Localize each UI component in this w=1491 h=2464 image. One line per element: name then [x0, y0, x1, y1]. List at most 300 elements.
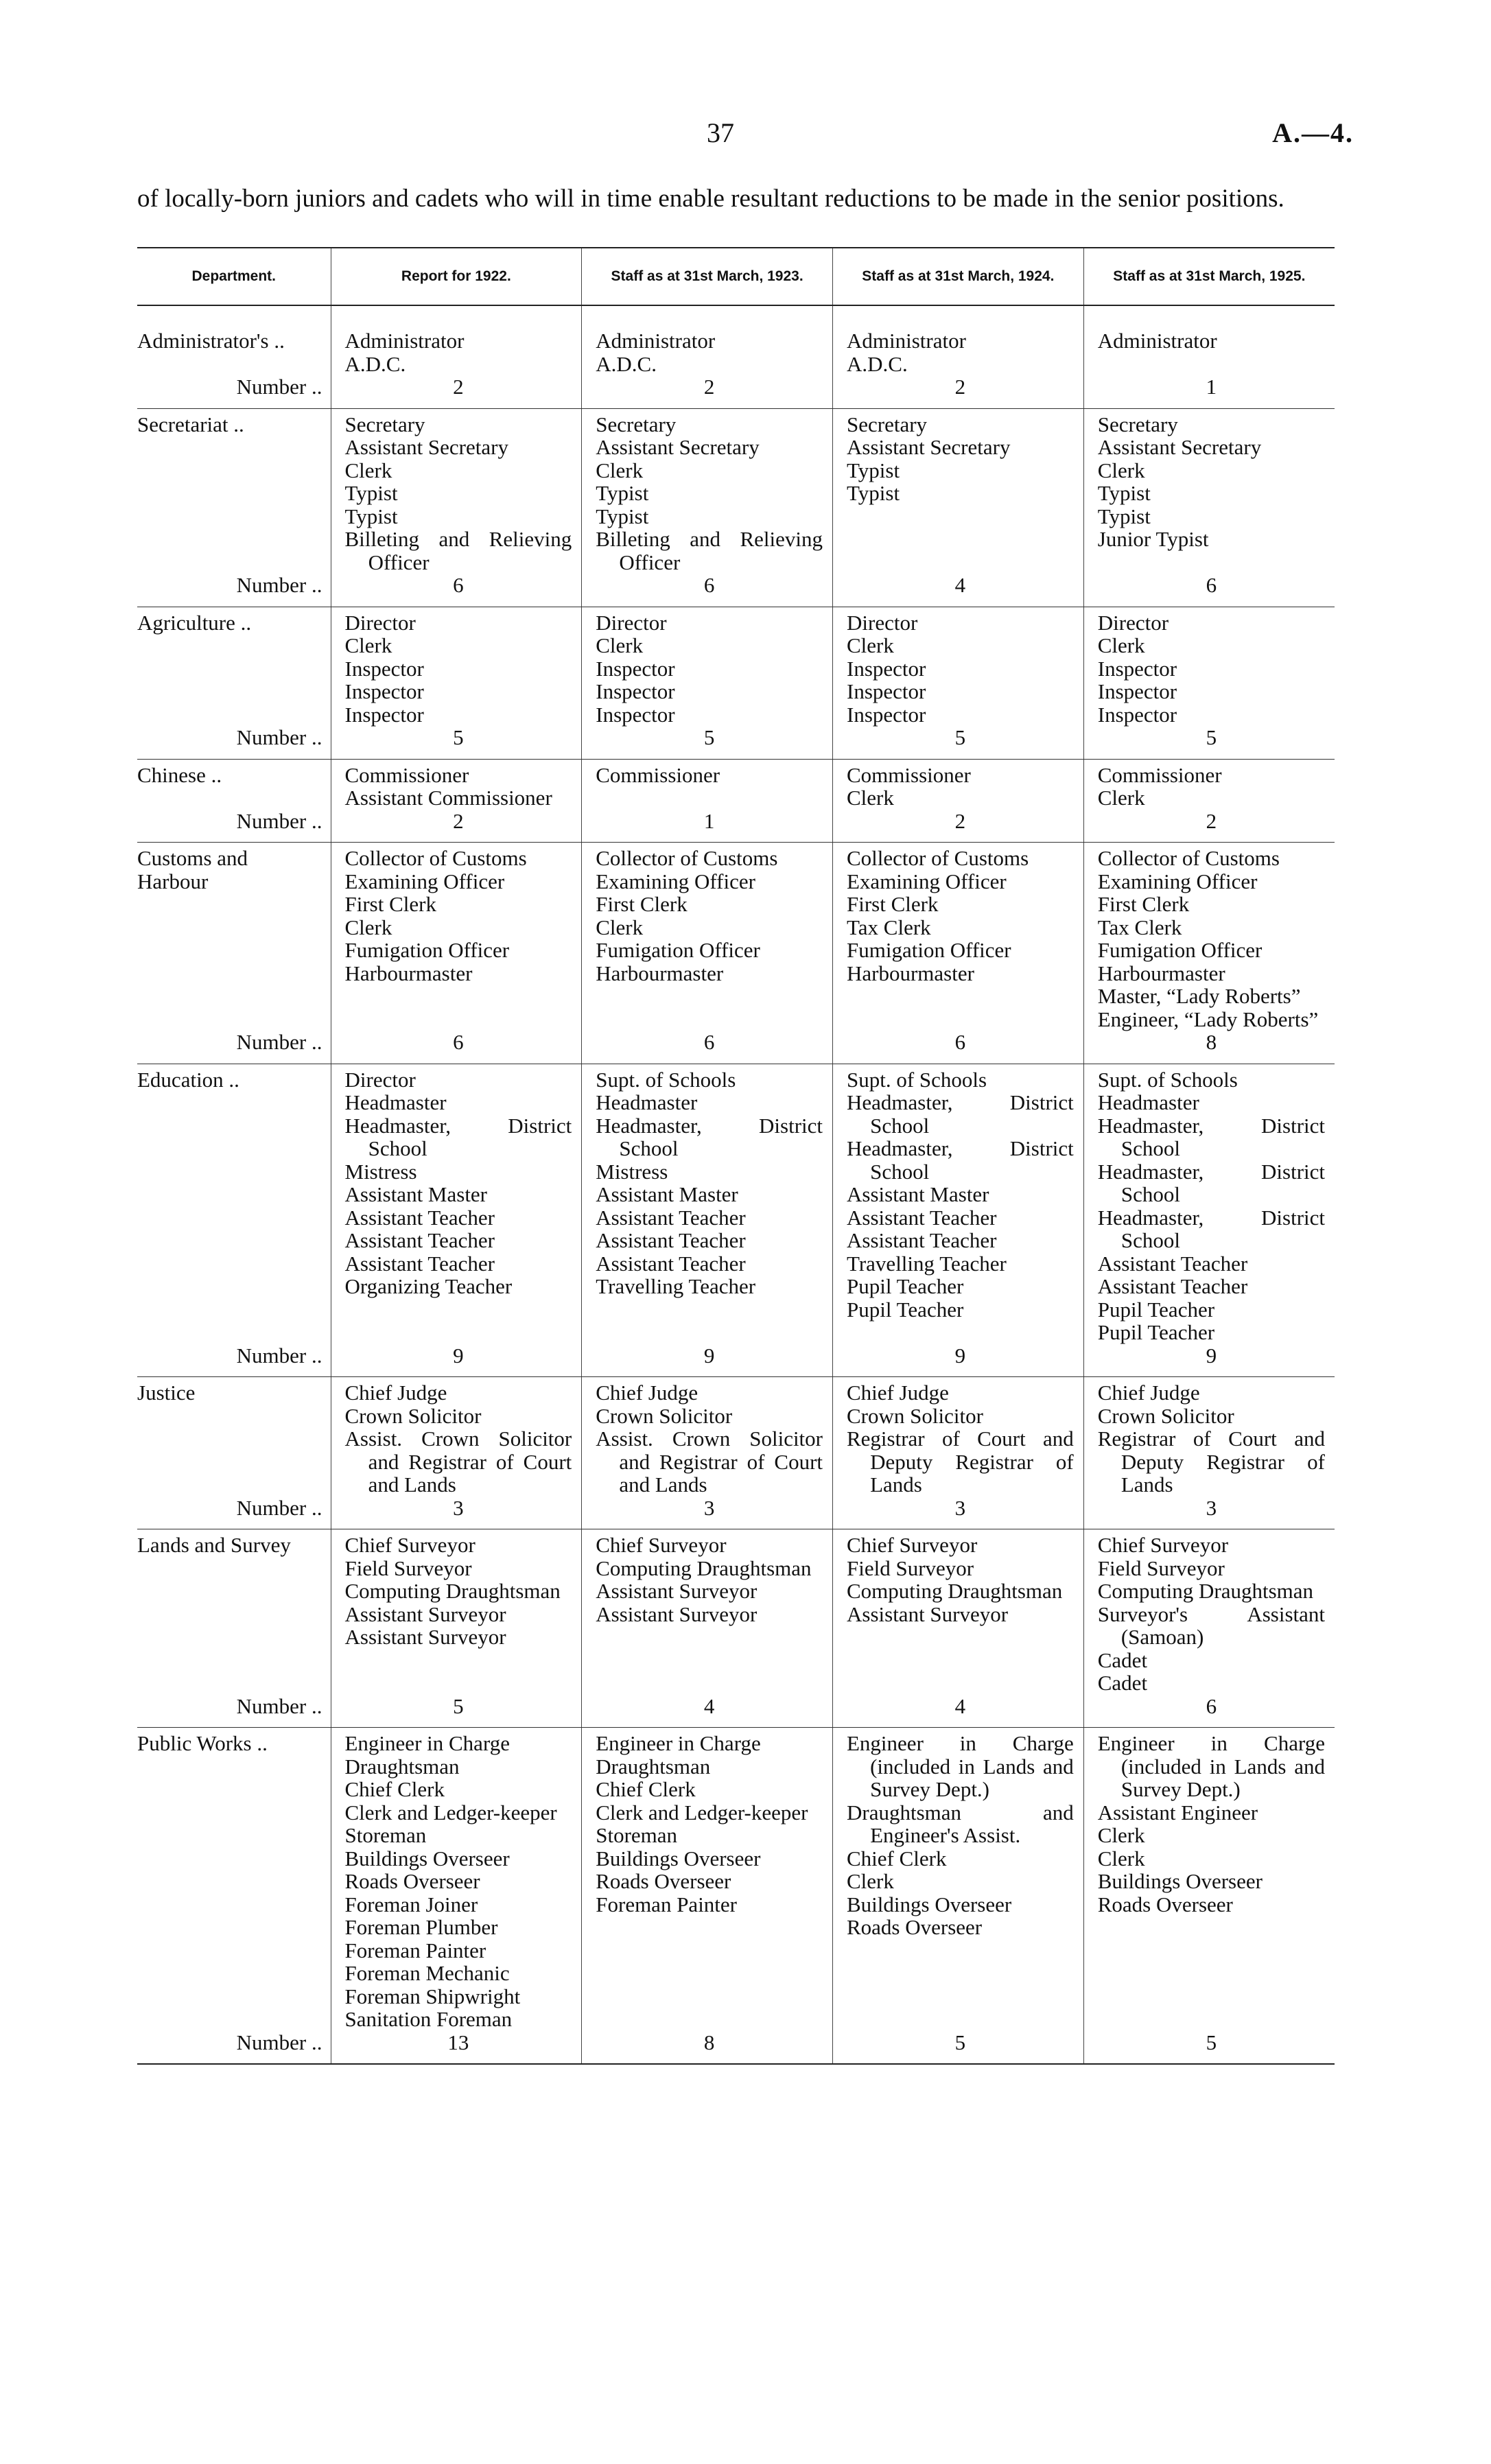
- staff-post: Chief Surveyor: [1097, 1533, 1229, 1557]
- staff-count-cell: [331, 1031, 582, 1064]
- staff-post: Headmaster, District School: [344, 1113, 572, 1160]
- staff-post: Assistant Secretary: [1097, 435, 1262, 459]
- staff-count: 1: [1206, 375, 1217, 399]
- staff-list-cell: [1083, 1377, 1335, 1497]
- staff-post: Inspector: [847, 702, 926, 727]
- staff-post: Draughtsman: [344, 1754, 460, 1779]
- staff-post: Harbourmaster: [596, 961, 724, 985]
- staff-list-cell: [582, 607, 833, 726]
- staff-post: Harbourmaster: [847, 961, 974, 985]
- staff-post: First Clerk: [344, 892, 436, 916]
- staff-post: Clerk: [596, 633, 644, 657]
- staff-count-cell: [1083, 1344, 1335, 1377]
- staff-post: Buildings Overseer: [1097, 1869, 1263, 1893]
- staff-post: Inspector: [596, 656, 675, 681]
- staff-count-cell: [833, 726, 1084, 759]
- staff-count: 4: [703, 1693, 715, 1718]
- staff-list-cell: [833, 1377, 1084, 1497]
- staff-post: Collector of Customs: [847, 846, 1029, 870]
- department-name-cell: [137, 1529, 331, 1695]
- staff-post: Inspector: [847, 656, 926, 681]
- staff-post: Assistant Surveyor: [596, 1601, 758, 1626]
- number-row: [137, 1344, 1335, 1377]
- staff-post: Clerk: [1097, 786, 1145, 810]
- staff-post: Assistant Teacher: [596, 1228, 746, 1252]
- staff-count: 4: [954, 573, 966, 597]
- staff-post: Billeting and Relieving Officer: [596, 527, 823, 574]
- department-name: Agriculture ..: [137, 610, 252, 635]
- staff-count: 5: [954, 2030, 966, 2054]
- staff-post: Computing Draughtsman: [847, 1579, 1063, 1603]
- staff-post: Surveyor's Assistant (Samoan): [1097, 1601, 1325, 1649]
- staff-post: Assistant Master: [847, 1182, 989, 1206]
- staff-post: Headmaster, District School: [1097, 1159, 1325, 1206]
- staff-post: Storeman: [596, 1823, 678, 1847]
- staff-count-cell: [331, 810, 582, 843]
- staff-count-cell: [833, 810, 1084, 843]
- staff-post: Assistant Engineer: [1097, 1800, 1258, 1824]
- staff-post: Tax Clerk: [847, 915, 931, 939]
- department-row: [137, 408, 1335, 574]
- staff-post: Roads Overseer: [847, 1915, 983, 1939]
- staff-post: Sanitation Foreman: [344, 2007, 513, 2031]
- staff-post: Assistant Teacher: [1097, 1251, 1248, 1276]
- staff-list-cell: [1083, 843, 1335, 1031]
- staff-post: Mistress: [344, 1159, 417, 1184]
- staff-post: Assistant Teacher: [1097, 1274, 1248, 1298]
- department-name: Lands and Survey: [137, 1533, 291, 1557]
- staff-count: 13: [447, 2030, 469, 2054]
- staff-post: A.D.C.: [344, 351, 406, 376]
- staff-post: Secretary: [596, 412, 677, 436]
- staff-count: 9: [453, 1343, 464, 1368]
- staff-count: 2: [703, 375, 715, 399]
- staff-list-cell: [833, 1064, 1084, 1344]
- staff-count-cell: [331, 1695, 582, 1728]
- staff-post: Assistant Teacher: [596, 1205, 746, 1230]
- number-label-cell: [137, 1031, 331, 1064]
- staff-post: Engineer, “Lady Roberts”: [1097, 1007, 1319, 1031]
- staff-count: 6: [703, 1030, 715, 1054]
- column-header-department: Department.: [137, 248, 331, 305]
- number-label: Number ..: [236, 1495, 322, 1520]
- staff-post: Billeting and Relieving Officer: [344, 527, 572, 574]
- intro-paragraph: of locally-born juniors and cadets who will in time enable resultant reductions to be made in the senior positions.: [137, 185, 1284, 213]
- number-row: [137, 1497, 1335, 1529]
- number-label: Number ..: [236, 573, 322, 597]
- staff-post: Foreman Painter: [596, 1892, 738, 1916]
- staff-list-cell: [833, 843, 1084, 1031]
- department-name-cell: [137, 1064, 331, 1344]
- staff-post: Examining Officer: [1097, 869, 1258, 893]
- staff-count: 8: [1206, 1030, 1217, 1054]
- staff-list-cell: [1083, 759, 1335, 810]
- number-label: Number ..: [236, 725, 322, 749]
- department-name-cell: [137, 759, 331, 810]
- staff-post: Roads Overseer: [1097, 1892, 1233, 1916]
- separator-cell: [137, 2063, 331, 2064]
- staff-count-cell: [582, 1031, 833, 1064]
- staff-post: Clerk: [344, 633, 392, 657]
- staff-count: 6: [453, 1030, 464, 1054]
- staff-post: Director: [847, 610, 918, 635]
- staff-post: Examining Officer: [847, 869, 1007, 893]
- staff-post: Inspector: [596, 702, 675, 727]
- staff-post: Typist: [1097, 504, 1151, 528]
- staff-post: Secretary: [847, 412, 928, 436]
- staff-count: 3: [703, 1495, 715, 1520]
- department-row: [137, 1377, 1335, 1497]
- staff-list-cell: [582, 843, 833, 1031]
- staff-count: 6: [1206, 1693, 1217, 1718]
- staff-post: Computing Draughtsman: [596, 1556, 812, 1580]
- staff-count-cell: [331, 1497, 582, 1529]
- staff-count-cell: [833, 1497, 1084, 1529]
- department-name: Public Works ..: [137, 1731, 268, 1755]
- staff-count: 4: [954, 1693, 966, 1718]
- staff-list-cell: [582, 1529, 833, 1695]
- staff-count: 2: [954, 375, 966, 399]
- gap-cell: [1083, 305, 1335, 325]
- staff-count-cell: [833, 1031, 1084, 1064]
- staff-count: 2: [1206, 808, 1217, 833]
- staff-post: Assistant Surveyor: [596, 1579, 758, 1603]
- staff-post: Engineer in Charge (included in Lands and Survey Dept.): [1097, 1731, 1325, 1801]
- staff-post: Headmaster: [1097, 1090, 1199, 1114]
- staff-list-cell: [331, 759, 582, 810]
- separator-cell: [1083, 2063, 1335, 2064]
- staff-post: Headmaster, District School: [847, 1136, 1074, 1184]
- gap-cell: [582, 305, 833, 325]
- staff-post: Travelling Teacher: [596, 1274, 756, 1298]
- staff-post: Collector of Customs: [344, 846, 527, 870]
- staff-post: Assistant Surveyor: [344, 1625, 506, 1649]
- staff-post: Crown Solicitor: [847, 1403, 983, 1428]
- department-name-cell: [137, 408, 331, 574]
- staff-count: 5: [1206, 725, 1217, 749]
- staff-post: Storeman: [344, 1823, 427, 1847]
- staff-post: Administrator: [344, 329, 465, 353]
- staff-post: Clerk: [344, 915, 392, 939]
- staff-list-cell: [833, 607, 1084, 726]
- staff-post: Inspector: [1097, 679, 1177, 703]
- staff-post: Commissioner: [1097, 762, 1222, 787]
- staff-post: Assistant Teacher: [344, 1251, 495, 1276]
- staff-post: Assist. Crown Solicitor and Registrar of Court and Lands: [596, 1427, 823, 1497]
- staff-count-cell: [1083, 1031, 1335, 1064]
- staff-post: Collector of Customs: [1097, 846, 1280, 870]
- staff-count: 9: [954, 1343, 966, 1368]
- staff-count-cell: [582, 574, 833, 607]
- staff-count: 6: [703, 573, 715, 597]
- staff-post: Typist: [847, 481, 900, 505]
- staff-list-cell: [582, 1728, 833, 2031]
- department-row: [137, 607, 1335, 726]
- staff-post: Chief Clerk: [847, 1846, 947, 1870]
- staff-post: Inspector: [596, 679, 675, 703]
- staff-list-cell: [582, 759, 833, 810]
- staff-post: Clerk: [1097, 1823, 1145, 1847]
- staff-post: Buildings Overseer: [596, 1846, 761, 1870]
- department-row: [137, 759, 1335, 810]
- staff-table-header: [137, 248, 1335, 305]
- department-name: Administrator's ..: [137, 329, 285, 353]
- staff-post: Master, “Lady Roberts”: [1097, 984, 1301, 1008]
- staff-post: A.D.C.: [847, 351, 908, 376]
- number-row: [137, 810, 1335, 843]
- staff-post: Commissioner: [344, 762, 469, 787]
- staff-post: Administrator: [847, 329, 966, 353]
- department-row: [137, 1064, 1335, 1344]
- staff-post: Supt. of Schools: [596, 1067, 736, 1092]
- staff-count-cell: [582, 375, 833, 408]
- staff-count-cell: [833, 1344, 1084, 1377]
- number-label-cell: [137, 1497, 331, 1529]
- staff-post: Field Surveyor: [344, 1556, 472, 1580]
- staff-post: Organizing Teacher: [344, 1274, 513, 1298]
- separator-cell: [582, 2063, 833, 2064]
- staff-post: Crown Solicitor: [344, 1403, 482, 1428]
- staff-post: Buildings Overseer: [344, 1846, 510, 1870]
- staff-list-cell: [331, 1377, 582, 1497]
- staff-post: Assistant Secretary: [596, 435, 760, 459]
- staff-list-cell: [331, 607, 582, 726]
- column-header-staff-1925: Staff as at 31st March, 1925.: [1083, 248, 1335, 305]
- column-header-staff-1924: Staff as at 31st March, 1924.: [833, 248, 1084, 305]
- number-label-cell: [137, 1344, 331, 1377]
- staff-list-cell: [331, 325, 582, 375]
- number-label: Number ..: [236, 1343, 322, 1368]
- staff-list-cell: [1083, 607, 1335, 726]
- department-name-cell: [137, 607, 331, 726]
- staff-count-cell: [582, 1497, 833, 1529]
- staff-post: Headmaster, District School: [1097, 1205, 1325, 1252]
- department-name-cell: [137, 1377, 331, 1497]
- staff-count: 2: [954, 808, 966, 833]
- staff-count: 1: [703, 808, 715, 833]
- staff-post: Crown Solicitor: [1097, 1403, 1234, 1428]
- staff-list-cell: [1083, 408, 1335, 574]
- staff-table-body: [137, 305, 1335, 2064]
- staff-post: Supt. of Schools: [1097, 1067, 1238, 1092]
- staff-post: Pupil Teacher: [1097, 1297, 1215, 1322]
- staff-count-cell: [331, 726, 582, 759]
- number-row: [137, 375, 1335, 408]
- staff-list-cell: [833, 1529, 1084, 1695]
- staff-post: Pupil Teacher: [1097, 1320, 1215, 1344]
- staff-count-cell: [833, 574, 1084, 607]
- staff-post: Clerk: [596, 458, 644, 482]
- department-name-cell: [137, 1728, 331, 2031]
- staff-post: Fumigation Officer: [344, 938, 510, 962]
- staff-count-cell: [833, 2031, 1084, 2064]
- staff-post: Foreman Painter: [344, 1938, 486, 1962]
- staff-list-cell: [582, 1377, 833, 1497]
- staff-post: Engineer in Charge: [596, 1731, 761, 1755]
- staff-count-cell: [331, 1344, 582, 1377]
- staff-post: Assist. Crown Solicitor and Registrar of Court and Lands: [344, 1427, 572, 1497]
- staff-post: Assistant Master: [344, 1182, 488, 1206]
- staff-count: 3: [1206, 1495, 1217, 1520]
- staff-post: Typist: [596, 481, 649, 505]
- staff-post: Chief Surveyor: [847, 1533, 978, 1557]
- staff-post: Headmaster, District School: [596, 1113, 823, 1160]
- department-name: Customs and Harbour: [137, 846, 248, 893]
- staff-post: Assistant Surveyor: [847, 1601, 1009, 1626]
- staff-count-cell: [582, 2031, 833, 2064]
- staff-post: Assistant Teacher: [847, 1205, 997, 1230]
- staff-post: First Clerk: [1097, 892, 1190, 916]
- page-number: 37: [707, 117, 734, 148]
- staff-post: Commissioner: [596, 762, 720, 787]
- staff-post: Supt. of Schools: [847, 1067, 987, 1092]
- staff-post: Harbourmaster: [344, 961, 473, 985]
- staff-post: Crown Solicitor: [596, 1403, 733, 1428]
- staff-post: Clerk: [596, 915, 644, 939]
- staff-post: Clerk: [1097, 458, 1145, 482]
- staff-post: Roads Overseer: [596, 1869, 731, 1893]
- staff-post: Secretary: [1097, 412, 1178, 436]
- staff-list-cell: [331, 843, 582, 1031]
- staff-post: Computing Draughtsman: [1097, 1579, 1314, 1603]
- staff-post: Assistant Secretary: [344, 435, 508, 459]
- staff-list-cell: [1083, 1064, 1335, 1344]
- staff-count-cell: [1083, 1497, 1335, 1529]
- staff-post: Field Surveyor: [1097, 1556, 1225, 1580]
- number-label-cell: [137, 375, 331, 408]
- staff-post: Chief Clerk: [596, 1777, 696, 1801]
- staff-post: Clerk and Ledger-keeper: [596, 1800, 808, 1824]
- staff-post: Inspector: [1097, 656, 1177, 681]
- staff-count: 5: [703, 725, 715, 749]
- staff-post: Headmaster: [596, 1090, 698, 1114]
- staff-post: Director: [596, 610, 667, 635]
- number-row: [137, 726, 1335, 759]
- staff-list-cell: [833, 408, 1084, 574]
- staff-post: Administrator: [1097, 329, 1217, 353]
- staff-post: Assistant Master: [596, 1182, 738, 1206]
- staff-post: Clerk and Ledger-keeper: [344, 1800, 557, 1824]
- staff-post: Assistant Teacher: [344, 1205, 495, 1230]
- staff-post: Computing Draughtsman: [344, 1579, 561, 1603]
- department-row: [137, 325, 1335, 375]
- column-header-staff-1923: Staff as at 31st March, 1923.: [582, 248, 833, 305]
- staff-post: Clerk: [1097, 633, 1145, 657]
- staff-count-cell: [833, 375, 1084, 408]
- staff-post: Cadet: [1097, 1647, 1148, 1672]
- column-header-report-1922: Report for 1922.: [331, 248, 582, 305]
- staff-post: Buildings Overseer: [847, 1892, 1012, 1916]
- staff-post: Foreman Joiner: [344, 1892, 478, 1916]
- staff-post: Engineer in Charge: [344, 1731, 510, 1755]
- staff-post: Inspector: [344, 702, 424, 727]
- staff-post: Headmaster, District School: [1097, 1113, 1325, 1160]
- staff-post: First Clerk: [596, 892, 688, 916]
- staff-count-cell: [331, 574, 582, 607]
- department-name-cell: [137, 325, 331, 375]
- staff-count-cell: [1083, 2031, 1335, 2064]
- staff-post: Administrator: [596, 329, 716, 353]
- staff-post: Draughtsman: [596, 1754, 711, 1779]
- staff-post: Fumigation Officer: [1097, 938, 1263, 962]
- number-label: Number ..: [236, 2030, 322, 2054]
- staff-post: Registrar of Court and Deputy Registrar of Lands: [1097, 1427, 1325, 1497]
- staff-post: Inspector: [344, 679, 424, 703]
- staff-list-cell: [833, 1728, 1084, 2031]
- header-gap-row: [137, 305, 1335, 325]
- staff-list-cell: [582, 408, 833, 574]
- number-row: [137, 574, 1335, 607]
- staff-count: 3: [453, 1495, 464, 1520]
- staff-list-cell: [1083, 325, 1335, 375]
- separator-cell: [833, 2063, 1084, 2064]
- staff-post: Director: [344, 1067, 416, 1092]
- department-name-cell: [137, 843, 331, 1031]
- staff-post: Inspector: [344, 656, 424, 681]
- staff-post: Clerk: [1097, 1846, 1145, 1870]
- staff-post: Foreman Shipwright: [344, 1984, 521, 2008]
- staff-post: Headmaster: [344, 1090, 447, 1114]
- staff-post: Typist: [1097, 481, 1151, 505]
- staff-post: Commissioner: [847, 762, 971, 787]
- number-label-cell: [137, 574, 331, 607]
- staff-count: 5: [954, 725, 966, 749]
- staff-post: First Clerk: [847, 892, 939, 916]
- number-label-cell: [137, 810, 331, 843]
- separator-cell: [331, 2063, 582, 2064]
- staff-post: Chief Clerk: [344, 1777, 445, 1801]
- staff-list-cell: [833, 759, 1084, 810]
- staff-post: Field Surveyor: [847, 1556, 974, 1580]
- staff-post: Examining Officer: [596, 869, 755, 893]
- staff-count: 9: [703, 1343, 715, 1368]
- staff-count-cell: [833, 1695, 1084, 1728]
- staff-post: Inspector: [1097, 702, 1177, 727]
- staff-post: Clerk: [847, 633, 894, 657]
- staff-post: Chief Judge: [847, 1381, 949, 1405]
- staff-count-cell: [582, 726, 833, 759]
- staff-count: 9: [1206, 1343, 1217, 1368]
- staff-count: 3: [954, 1495, 966, 1520]
- staff-post: Clerk: [847, 1869, 894, 1893]
- staff-post: Draughtsman and Engineer's Assist.: [847, 1800, 1074, 1847]
- staff-post: Secretary: [344, 412, 425, 436]
- gap-cell: [137, 305, 331, 325]
- department-row: [137, 1728, 1335, 2031]
- staff-count-cell: [582, 1344, 833, 1377]
- staff-list-cell: [582, 1064, 833, 1344]
- staff-post: Clerk: [344, 458, 392, 482]
- number-label-cell: [137, 2031, 331, 2064]
- staff-post: Foreman Plumber: [344, 1915, 498, 1939]
- staff-list-cell: [331, 1064, 582, 1344]
- staff-post: Assistant Teacher: [596, 1251, 746, 1276]
- staff-post: Assistant Secretary: [847, 435, 1011, 459]
- staff-post: Chief Judge: [344, 1381, 447, 1405]
- staff-list-cell: [582, 325, 833, 375]
- number-row: [137, 2031, 1335, 2064]
- department-name: Education ..: [137, 1067, 239, 1092]
- number-label: Number ..: [236, 1693, 322, 1718]
- gap-cell: [331, 305, 582, 325]
- staff-post: Harbourmaster: [1097, 961, 1225, 985]
- staff-post: Assistant Teacher: [847, 1228, 997, 1252]
- department-name: Chinese ..: [137, 762, 222, 787]
- department-separator: [137, 2063, 1335, 2064]
- staff-post: Pupil Teacher: [847, 1274, 964, 1298]
- staff-post: Assistant Commissioner: [344, 786, 552, 810]
- staff-list-cell: [331, 408, 582, 574]
